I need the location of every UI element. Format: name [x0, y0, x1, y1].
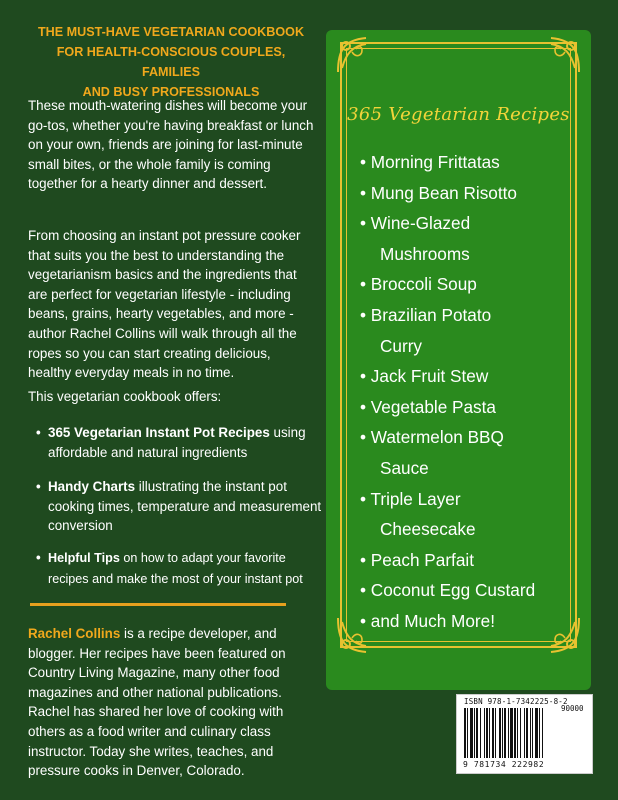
corner-ornament-icon [332, 32, 378, 78]
barcode-addon: 90000 [561, 704, 584, 713]
barcode-bar [464, 708, 466, 758]
barcode-bar [526, 708, 528, 758]
author-bio-text: is a recipe developer, and blogger. Her recipes have been featured on Country Living Magazine, many other food magazines and other national publications. Rachel has shared her love of cooking with others as a food writer and culinary class instructor. Today she writes, teaches, and pressure cooks in Denver, Colorado. [28, 626, 286, 779]
bullet-recipes [36, 423, 326, 462]
headline-line: FOR HEALTH-CONSCIOUS COUPLES, FAMILIES [56, 45, 286, 79]
bullet-charts [36, 477, 326, 536]
recipe-item: • Watermelon BBQ [360, 427, 504, 448]
barcode-bar [476, 708, 478, 758]
headline-line: THE MUST-HAVE VEGETARIAN COOKBOOK [37, 25, 305, 39]
recipe-item-continued: Curry [380, 335, 423, 356]
barcode-bar [486, 708, 488, 758]
recipe-item: • Mung Bean Risotto [360, 182, 517, 203]
bullet-dot-icon: • [36, 550, 41, 565]
bullet-text: using affordable and natural ingredients [48, 425, 306, 460]
recipe-item-continued: Cheesecake [380, 519, 476, 540]
recipe-item: • Broccoli Soup [360, 274, 477, 295]
recipe-item: • Coconut Egg Custard [360, 580, 536, 601]
barcode-bar [514, 708, 516, 758]
intro-paragraph: These mouth-watering dishes will become your go-tos, whether you're having breakfast or lunch on your own, friends are joining for last-minute small bites, or the whole family is coming together for a hearty dinner and dessert. [28, 98, 314, 192]
barcode-bar [492, 708, 494, 758]
barcode-bar [474, 708, 475, 758]
details-paragraph: From choosing an instant pot pressure cooker that suits you the best to understanding the vegetarianism basics and the ingredients that are perfect for vegetarian lifestyle - including beans, grains, hearty vegetables, and more - author Rachel Collins will walk through all the ropes so you can start creating delicious, healthy everyday meals in no time. [28, 228, 301, 381]
recipe-item: • Wine-Glazed [360, 213, 471, 234]
recipe-item: • and Much More! [360, 610, 495, 631]
recipe-item: • Triple Layer [360, 488, 461, 509]
bullet-dot-icon: • [36, 479, 41, 494]
barcode-bar [502, 708, 503, 758]
barcode-bar [535, 708, 538, 758]
panel-title: 365 Vegetarian Recipes [347, 104, 570, 125]
isbn-text: ISBN 978-1-7342225-8-2 [464, 697, 568, 706]
corner-ornament-icon [539, 32, 585, 78]
offers-paragraph: This vegetarian cookbook offers: [28, 389, 222, 404]
recipe-item: • Vegetable Pasta [360, 396, 496, 417]
barcode-bar [539, 708, 540, 758]
barcode-bar [499, 708, 501, 758]
bullet-tips [36, 548, 326, 589]
bullet-text: illustrating the instant pot cooking times, temperature and measurement conversion [48, 479, 322, 534]
bullet-bold: Helpful Tips [48, 551, 120, 565]
divider [30, 603, 286, 606]
headline [30, 22, 312, 102]
recipe-list [360, 147, 575, 637]
recipe-item: • Brazilian Potato [360, 304, 492, 325]
barcode-bar [495, 708, 496, 758]
barcode-bar [467, 708, 468, 758]
bullet-dot-icon: • [36, 425, 41, 440]
bullet-bold: Handy Charts [48, 479, 136, 494]
recipe-item: • Peach Parfait [360, 549, 474, 570]
recipe-item-continued: Mushrooms [380, 243, 470, 264]
barcode-bar [524, 708, 525, 758]
author-name: Rachel Collins [28, 626, 121, 641]
barcode-bar [484, 708, 485, 758]
recipe-item: • Jack Fruit Stew [360, 366, 489, 387]
headline-line: AND BUSY PROFESSIONALS [82, 85, 260, 99]
barcode-bar [489, 708, 490, 758]
barcode-icon [462, 708, 590, 760]
barcode-bar [517, 708, 518, 758]
bullet-bold: 365 Vegetarian Instant Pot Recipes [48, 425, 270, 440]
barcode-bar [532, 708, 533, 758]
barcode-number: 9 781734 222982 [463, 760, 545, 769]
barcode-bar [508, 708, 509, 758]
barcode-bar [480, 708, 481, 758]
barcode-bar [520, 708, 521, 758]
recipe-item-continued: Sauce [380, 457, 429, 478]
barcode-bar [530, 708, 531, 758]
recipe-item: • Morning Frittatas [360, 152, 500, 172]
author-bio [28, 624, 316, 781]
barcode-bar [510, 708, 513, 758]
bullet-text: on how to adapt your favorite recipes and make the most of your instant pot [48, 551, 303, 586]
barcode-bar [542, 708, 543, 758]
barcode-bar [470, 708, 473, 758]
barcode-bar [504, 708, 506, 758]
